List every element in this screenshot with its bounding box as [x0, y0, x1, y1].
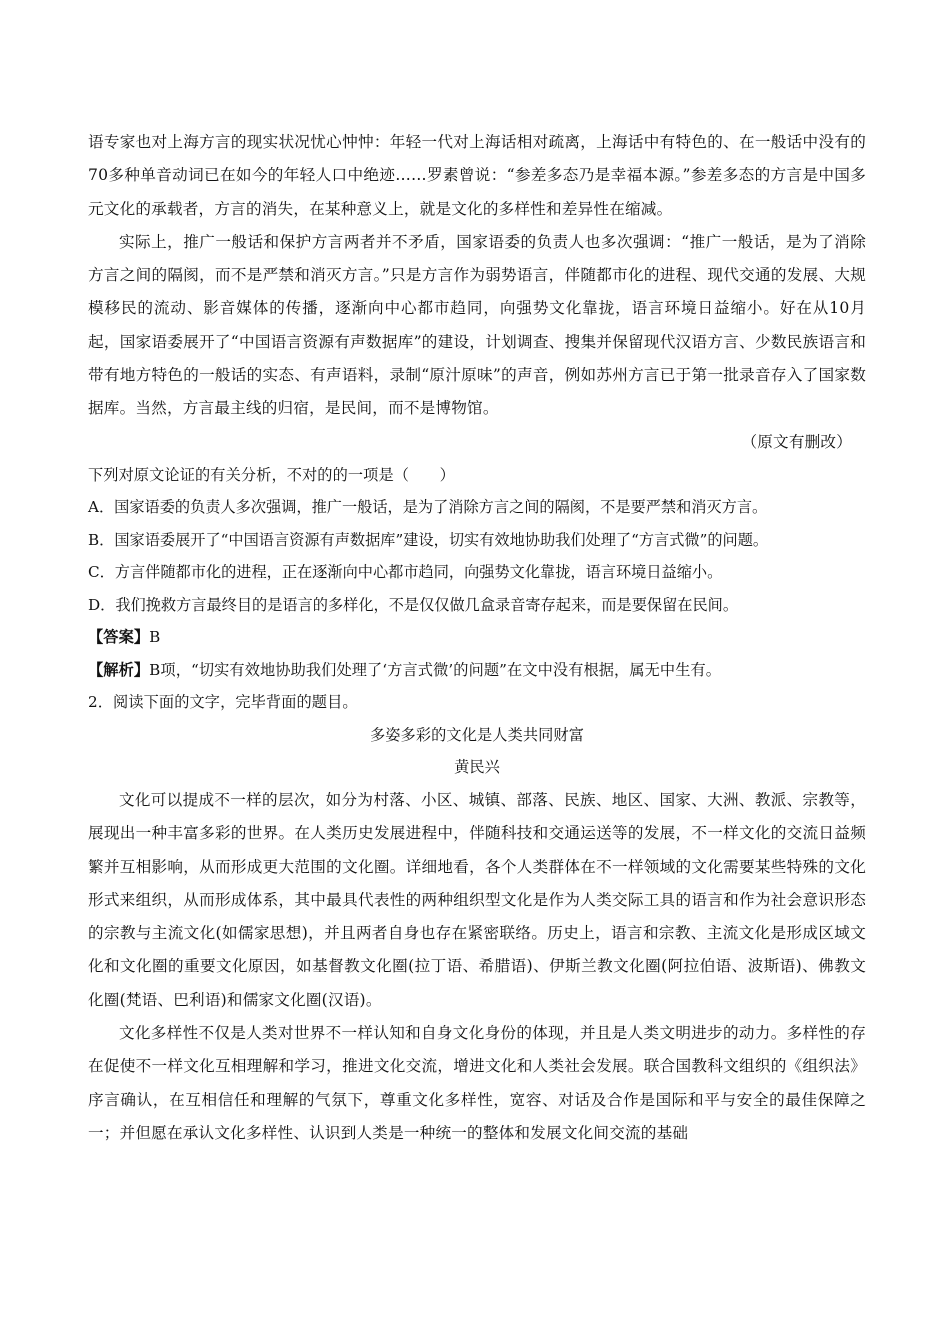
article-author: 黄民兴: [454, 758, 500, 777]
question-stem: 下列对原文论证的有关分析，不对的的一项是（ ）: [88, 465, 455, 484]
passage-paragraph: 实际上，推广一般话和保护方言两者并不矛盾，国家语委的负责人也多次强调：“推广一般话，是为了消除方言之间的隔阂，而不是严禁和消灭方言。”只是方言作为弱势语言，伴随都市化的进程、现代交通的发展、大规模移民的流动、影音媒体的传播，逐渐向中心都市趋同，向强势文化靠拢，语言环境日益缩小。好在从10月起，国家语委展开了“中国语言资源有声数据库”的建设，计划调查、搜集并保留现代汉语方言、少数民族语言和带有地方特色的一般话的实态、有声语料，录制“原汁原味”的声音，例如苏州方言已于第一批录音存入了国家数据库。当然，方言最主线的归宿，是民间，而不是博物馆。: [88, 232, 866, 418]
question2-instruction: 2．阅读下面的文字，完毕背面的题目。: [88, 693, 358, 712]
document-page: [88, 126, 866, 1150]
source-note: （原文有删改）: [741, 432, 852, 451]
answer-value: B: [149, 628, 161, 647]
article-title: 多姿多彩的文化是人类共同财富: [369, 725, 585, 744]
option-a: A．国家语委的负责人多次强调，推广一般话，是为了消除方言之间的隔阂，不是要严禁和消灭方言。: [88, 498, 768, 517]
analysis-line: [88, 654, 866, 687]
option-b: B．国家语委展开了“中国语言资源有声数据库”建设，切实有效地协助我们处理了“方言式微”的问题。: [88, 530, 769, 549]
analysis-text: B项，“切实有效地协助我们处理了‘方言式微’的问题”在文中没有根据，属无中生有。: [149, 660, 722, 679]
article-paragraph: 文化多样性不仅是人类对世界不一样认知和自身文化身份的体现，并且是人类文明进步的动力。多样性的存在促使不一样文化互相理解和学习，推进文化交流，增进文化和人类社会发展。联合国教科文组织的《组织法》序言确认，在互相信任和理解的气氛下，尊重文化多样性，宽容、对话及合作是国际和平与安全的最佳保障之一；并但愿在承认文化多样性、认识到人类是一种统一的整体和发展文化间交流的基础: [88, 1024, 866, 1142]
analysis-tag: 【解析】: [88, 660, 150, 679]
option-d: D．我们挽救方言最终目的是语言的多样化，不是仅仅做几盒录音寄存起来，而是要保留在民间。: [88, 595, 739, 614]
answer-line: [88, 621, 866, 654]
option-c: C．方言伴随都市化的进程，正在逐渐向中心都市趋同，向强势文化靠拢，语言环境日益缩小。: [88, 563, 723, 582]
answer-tag: 【答案】: [88, 628, 150, 647]
passage-paragraph: 语专家也对上海方言的现实状况忧心忡忡：年轻一代对上海话相对疏离，上海话中有特色的、在一般话中没有的70多种单音动词已在如今的年轻人口中绝迹……罗素曾说：“参差多态乃是幸福本源。”参差多态的方言是中国多元文化的承载者，方言的消失，在某种意义上，就是文化的多样性和差异性在缩减。: [88, 133, 866, 218]
article-paragraph: 文化可以提成不一样的层次，如分为村落、小区、城镇、部落、民族、地区、国家、大洲、教派、宗教等，展现出一种丰富多彩的世界。在人类历史发展进程中，伴随科技和交通运送等的发展，不一样文化的交流日益频繁并互相影响，从而形成更大范围的文化圈。详细地看，各个人类群体在不一样领域的文化需要某些特殊的文化形式来组织，从而形成体系，其中最具代表性的两种组织型文化是作为人类交际工具的语言和作为社会意识形态的宗教与主流文化(如儒家思想)，并且两者自身也存在紧密联络。历史上，语言和宗教、主流文化是形成区域文化和文化圈的重要文化原因，如基督教文化圈(拉丁语、希腊语)、伊斯兰教文化圈(阿拉伯语、波斯语)、佛教文化圈(梵语、巴利语)和儒家文化圈(汉语)。: [88, 790, 866, 1009]
